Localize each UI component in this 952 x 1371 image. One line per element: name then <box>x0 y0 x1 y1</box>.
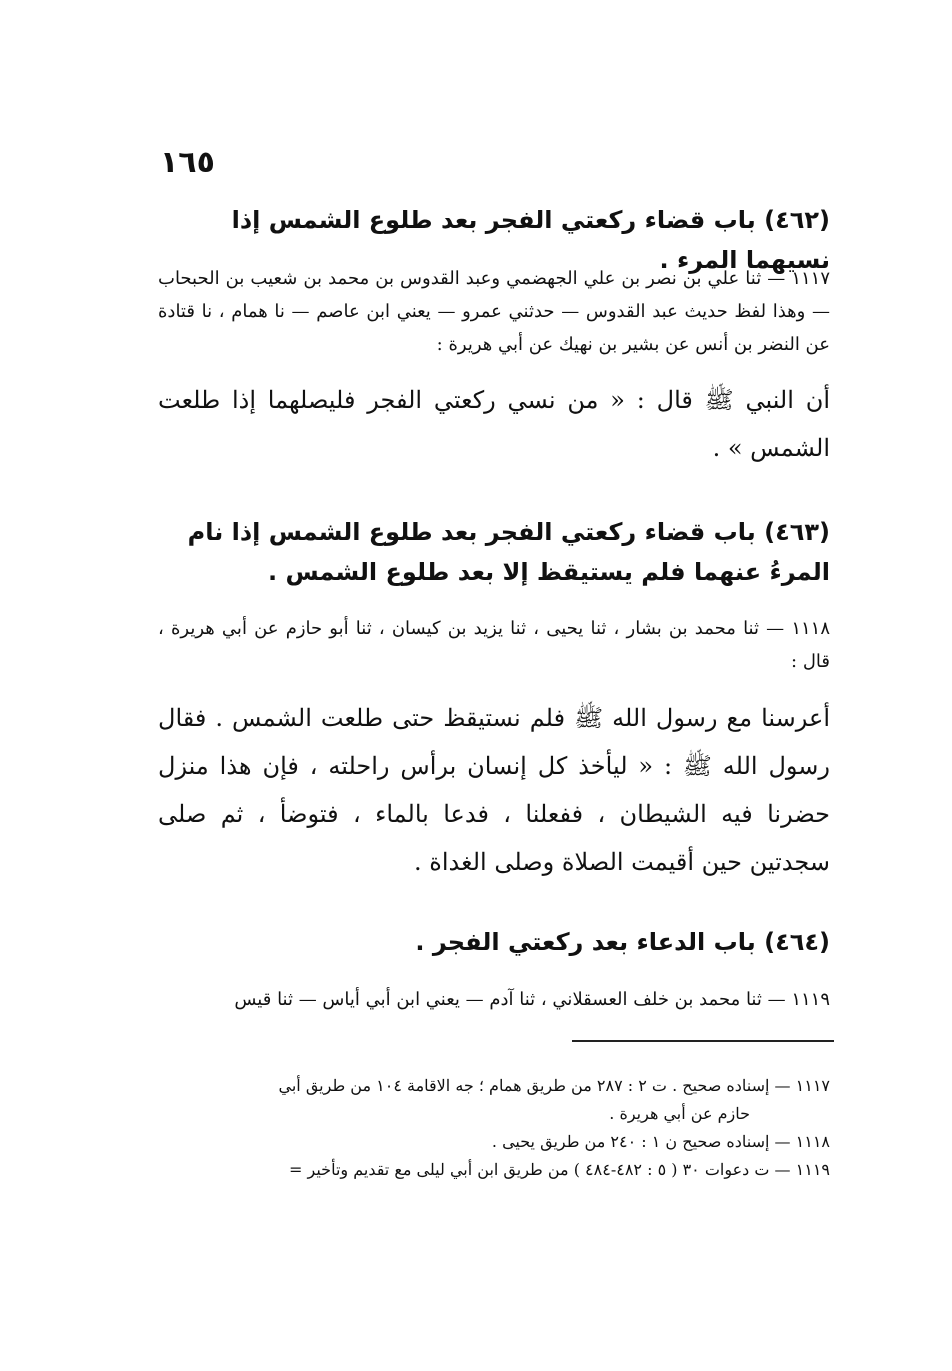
footnotes <box>158 1072 830 1184</box>
chapter-heading-463: (٤٦٣) باب قضاء ركعتي الفجر بعد طلوع الشمس إذا نام المرءُ عنهما فلم يستيقظ إلا بعد طلوع الشمس . <box>187 518 830 586</box>
chapter-heading-464: (٤٦٤) باب الدعاء بعد ركعتي الفجر . <box>415 928 830 956</box>
hadith-1118-isnad: ١١١٨ — ثنا محمد بن بشار ، ثنا يحيى ، ثنا يزيد بن كيسان ، ثنا أبو حازم عن أبي هريرة ، قال : <box>158 618 830 672</box>
footnote-1118: ١١١٨ — إسناده صحيح ن ١ : ٢٤٠ من طريق يحيى . <box>491 1132 830 1151</box>
hadith-1119-isnad: ١١١٩ — ثنا محمد بن خلف العسقلاني ، ثنا آدم — يعني ابن أبي أياس — ثنا قيس <box>234 989 830 1010</box>
footnote-1117: ١١١٧ — إسناده صحيح . ت ٢ : ٢٨٧ من طريق همام ؛ جه الاقامة ١٠٤ من طريق أبي <box>278 1076 830 1095</box>
hadith-1117-isnad: ١١١٧ — ثنا علي بن نصر بن علي الجهضمي وعبد القدوس بن محمد بن شعيب بن الحبحاب — وهذا لفظ حديث عبد القدوس — حدثني عمرو — يعني ابن عاصم — نا همام ، نا قتادة عن النضر بن أنس عن بشير بن نهيك عن أبي هريرة : <box>158 268 830 355</box>
chapter-heading-462: (٤٦٢) باب قضاء ركعتي الفجر بعد طلوع الشمس إذا نسيهما المرء . <box>231 206 830 274</box>
hadith-1118-matn: أعرسنا مع رسول الله ﷺ فلم نستيقظ حتى طلعت الشمس . فقال رسول الله ﷺ : « ليأخذ كل إنسان برأس راحلته ، فإن هذا منزل حضرنا فيه الشيطان ، ففعلنا ، فدعا بالماء ، فتوضأ ، ثم صلى سجدتين حين أقيمت الصلاة وصلى الغداة . <box>158 704 830 876</box>
page-number: ١٦٥ <box>160 145 215 180</box>
hadith-1117-matn: أن النبي ﷺ قال : « من نسي ركعتي الفجر فليصلهما إذا طلعت الشمس » . <box>158 386 830 462</box>
footnote-divider <box>572 1040 834 1042</box>
footnote-1117-continuation: حازم عن أبي هريرة . <box>609 1104 750 1123</box>
footnote-1119: ١١١٩ — ت دعوات ٣٠ ( ٥ : ٤٨٢-٤٨٤ ) من طريق ابن أبي ليلى مع تقديم وتأخير = <box>289 1160 830 1179</box>
